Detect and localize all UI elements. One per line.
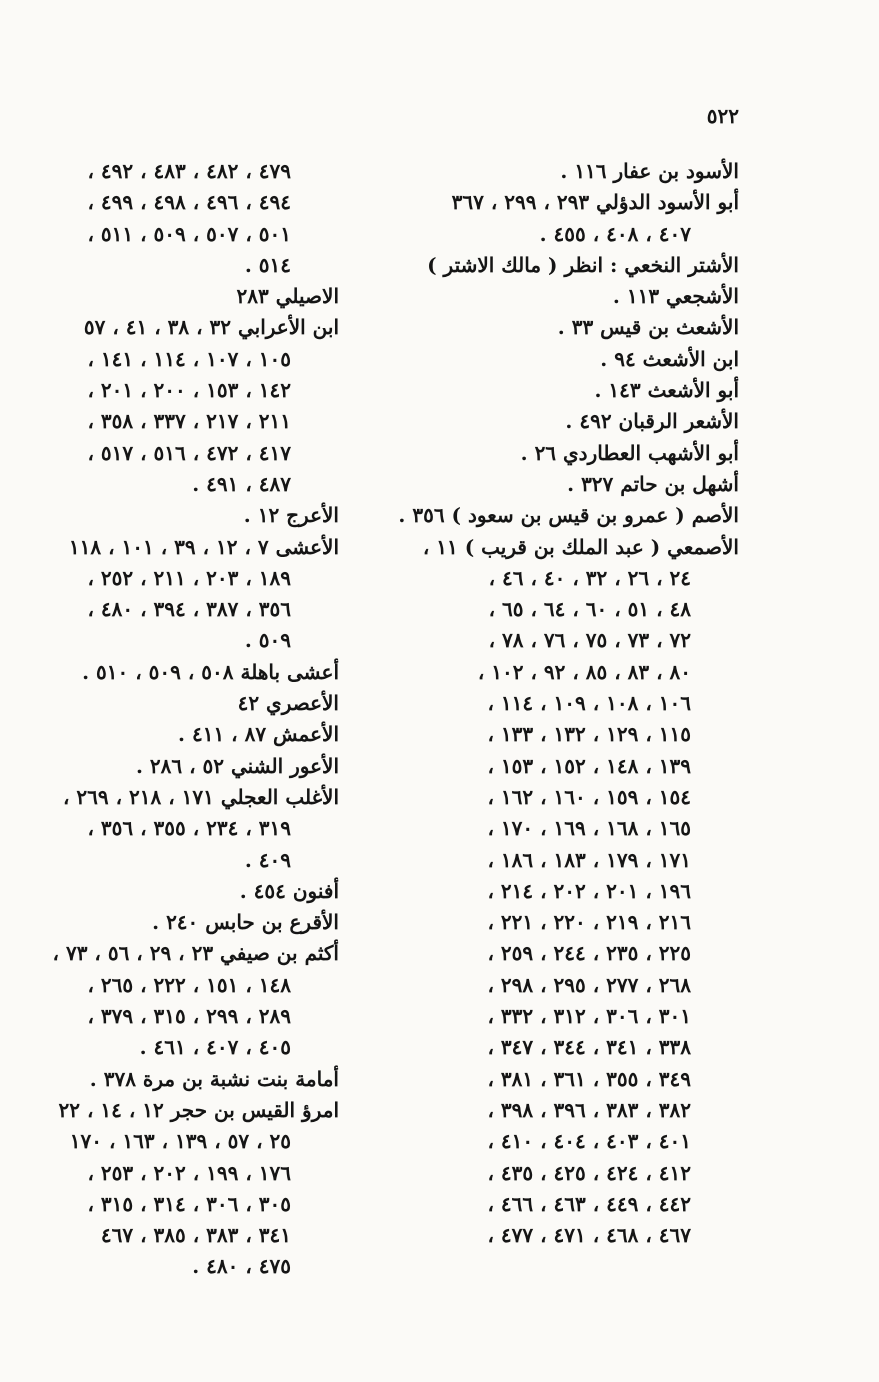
index-continuation-line: ١٦٥ ، ١٦٨ ، ١٦٩ ، ١٧٠ ، <box>487 816 691 841</box>
index-entry: الأعرج ١٢ . <box>243 503 339 528</box>
index-continuation-line: ٧٢ ، ٧٣ ، ٧٥ ، ٧٦ ، ٧٨ ، <box>488 628 691 653</box>
index-entry: أعشى باهلة ٥٠٨ ، ٥٠٩ ، ٥١٠ . <box>82 659 339 684</box>
index-continuation-line: ٣٥٦ ، ٣٨٧ ، ٣٩٤ ، ٤٨٠ ، <box>87 597 291 622</box>
index-continuation-line: ١٣٩ ، ١٤٨ ، ١٥٢ ، ١٥٣ ، <box>487 753 691 778</box>
index-entry: الأشتر النخعي : انظر ( مالك الاشتر ) <box>427 252 739 277</box>
index-continuation-line: ١٨٩ ، ٢٠٣ ، ٢١١ ، ٢٥٢ ، <box>87 565 291 590</box>
index-continuation-line: ٢٥ ، ٥٧ ، ١٣٩ ، ١٦٣ ، ١٧٠ <box>69 1129 291 1154</box>
index-continuation-line: ٨٠ ، ٨٣ ، ٨٥ ، ٩٢ ، ١٠٢ ، <box>477 659 691 684</box>
index-continuation-line: ١٤٨ ، ١٥١ ، ٢٢٢ ، ٢٦٥ ، <box>87 972 291 997</box>
index-continuation-line: ٢١٦ ، ٢١٩ ، ٢٢٠ ، ٢٢١ ، <box>487 910 691 935</box>
index-continuation-line: ٤٧٩ ، ٤٨٢ ، ٤٨٣ ، ٤٩٢ ، <box>87 159 291 183</box>
index-continuation-line: ١٧١ ، ١٧٩ ، ١٨٣ ، ١٨٦ ، <box>487 847 691 872</box>
index-entry: الأصم ( عمرو بن قيس بن سعود ) ٣٥٦ . <box>398 503 739 528</box>
index-continuation-line: ٢٦٨ ، ٢٧٧ ، ٢٩٥ ، ٢٩٨ ، <box>487 972 691 997</box>
index-entry: امرؤ القيس بن حجر ١٢ ، ١٤ ، ٢٢ <box>58 1097 339 1122</box>
index-continuation-line: ١٩٦ ، ٢٠١ ، ٢٠٢ ، ٢١٤ ، <box>487 878 691 903</box>
index-entry: أمامة بنت نشبة بن مرة ٣٧٨ . <box>89 1066 339 1091</box>
index-continuation-line: ٤٩٤ ، ٤٩٦ ، ٤٩٨ ، ٤٩٩ ، <box>87 190 291 215</box>
index-entry: ابن الأشعث ٩٤ . <box>600 346 739 371</box>
index-continuation-line: ٤٠٥ ، ٤٠٧ ، ٤٦١ . <box>139 1035 291 1060</box>
index-entry: الأصمعي ( عبد الملك بن قريب ) ١١ ، <box>422 534 739 559</box>
index-continuation-line: ٤١٢ ، ٤٢٤ ، ٤٢٥ ، ٤٣٥ ، <box>487 1160 691 1185</box>
index-continuation-line: ٣٣٨ ، ٣٤١ ، ٣٤٤ ، ٣٤٧ ، <box>487 1035 691 1060</box>
index-continuation-line: ١٠٦ ، ١٠٨ ، ١٠٩ ، ١١٤ ، <box>487 691 691 716</box>
index-entry: الأسود بن عفار ١١٦ . <box>560 159 739 183</box>
index-continuation-line: ١٥٤ ، ١٥٩ ، ١٦٠ ، ١٦٢ ، <box>487 784 691 809</box>
index-entry: أكثم بن صيفي ٢٣ ، ٢٩ ، ٥٦ ، ٧٣ ، <box>52 941 339 966</box>
index-entry: الأعور الشني ٥٢ ، ٢٨٦ . <box>135 753 339 778</box>
index-continuation-line: ٢٨٩ ، ٢٩٩ ، ٣١٥ ، ٣٧٩ ، <box>87 1004 291 1029</box>
index-continuation-line: ٣٠١ ، ٣٠٦ ، ٣١٢ ، ٣٣٢ ، <box>487 1004 691 1029</box>
index-continuation-line: ١٧٦ ، ١٩٩ ، ٢٠٢ ، ٢٥٣ ، <box>87 1160 291 1185</box>
index-entry: الأعمش ٨٧ ، ٤١١ . <box>178 722 339 747</box>
index-continuation-line: ٤١٧ ، ٤٧٢ ، ٥١٦ ، ٥١٧ ، <box>87 440 291 465</box>
index-entry: الاصيلي ٢٨٣ <box>236 284 339 309</box>
index-entry: الأعشى ٧ ، ١٢ ، ٣٩ ، ١٠١ ، ١١٨ <box>68 534 339 559</box>
index-entry: الأقرع بن حابس ٢٤٠ . <box>152 910 339 935</box>
index-entry: أبو الأشعث ١٤٣ . <box>594 378 739 403</box>
index-continuation-line: ٤٧٥ ، ٤٨٠ . <box>192 1254 291 1279</box>
index-entry: الأشعث بن قيس ٣٣ . <box>557 315 739 340</box>
index-continuation-line: ١٤٢ ، ١٥٣ ، ٢٠٠ ، ٢٠١ ، <box>87 378 291 403</box>
index-entry: الأشعر الرقبان ٤٩٢ . <box>565 409 739 434</box>
index-continuation-line: ٤٨٧ ، ٤٩١ . <box>192 471 291 496</box>
index-continuation-line: ١٠٥ ، ١٠٧ ، ١١٤ ، ١٤١ ، <box>87 346 291 371</box>
index-continuation-line: ٤٤٢ ، ٤٤٩ ، ٤٦٣ ، ٤٦٦ ، <box>487 1191 691 1216</box>
page-number: ٥٢٢ <box>706 104 739 128</box>
index-continuation-line: ٣١٩ ، ٢٣٤ ، ٣٥٥ ، ٣٥٦ ، <box>87 816 291 841</box>
index-continuation-line: ٣٨٢ ، ٣٨٣ ، ٣٩٦ ، ٣٩٨ ، <box>487 1097 691 1122</box>
index-column-left <box>9 156 339 1283</box>
index-continuation-line: ٤٠٧ ، ٤٠٨ ، ٤٥٥ . <box>539 221 691 246</box>
index-continuation-line: ٥١٤ . <box>244 252 291 277</box>
index-continuation-line: ٤٠٩ . <box>244 847 291 872</box>
index-continuation-line: ٣٤٩ ، ٣٥٥ ، ٣٦١ ، ٣٨١ ، <box>487 1066 691 1091</box>
index-entry: الأشجعي ١١٣ . <box>612 284 739 309</box>
index-entry: الأعصري ٤٢ <box>237 691 339 716</box>
index-entry: أفنون ٤٥٤ . <box>239 878 339 903</box>
index-entry: أبو الأسود الدؤلي ٢٩٣ ، ٢٩٩ ، ٣٦٧ <box>451 190 739 215</box>
index-continuation-line: ٢٤ ، ٢٦ ، ٣٢ ، ٤٠ ، ٤٦ ، <box>488 565 691 590</box>
index-column-right <box>398 156 739 1251</box>
index-continuation-line: ٢١١ ، ٢١٧ ، ٣٣٧ ، ٣٥٨ ، <box>87 409 291 434</box>
index-continuation-line: ٥٠١ ، ٥٠٧ ، ٥٠٩ ، ٥١١ ، <box>87 221 291 246</box>
index-continuation-line: ٤٠١ ، ٤٠٣ ، ٤٠٤ ، ٤١٠ ، <box>487 1129 691 1154</box>
index-entry: أبو الأشهب العطاردي ٢٦ . <box>520 440 739 465</box>
index-continuation-line: ٥٠٩ . <box>244 628 291 653</box>
index-continuation-line: ٣٤١ ، ٣٨٣ ، ٣٨٥ ، ٤٦٧ <box>100 1223 291 1248</box>
index-continuation-line: ٤٨ ، ٥١ ، ٦٠ ، ٦٤ ، ٦٥ ، <box>488 597 691 622</box>
index-continuation-line: ٣٠٥ ، ٣٠٦ ، ٣١٤ ، ٣١٥ ، <box>87 1191 291 1216</box>
index-continuation-line: ١١٥ ، ١٢٩ ، ١٣٢ ، ١٣٣ ، <box>487 722 691 747</box>
index-continuation-line: ٤٦٧ ، ٤٦٨ ، ٤٧١ ، ٤٧٧ ، <box>487 1223 691 1248</box>
index-entry: الأغلب العجلي ١٧١ ، ٢١٨ ، ٢٦٩ ، <box>62 784 339 809</box>
index-continuation-line: ٢٢٥ ، ٢٣٥ ، ٢٤٤ ، ٢٥٩ ، <box>487 941 691 966</box>
index-entry: أشهل بن حاتم ٣٢٧ . <box>567 471 739 496</box>
index-entry: ابن الأعرابي ٣٢ ، ٣٨ ، ٤١ ، ٥٧ <box>83 315 339 340</box>
